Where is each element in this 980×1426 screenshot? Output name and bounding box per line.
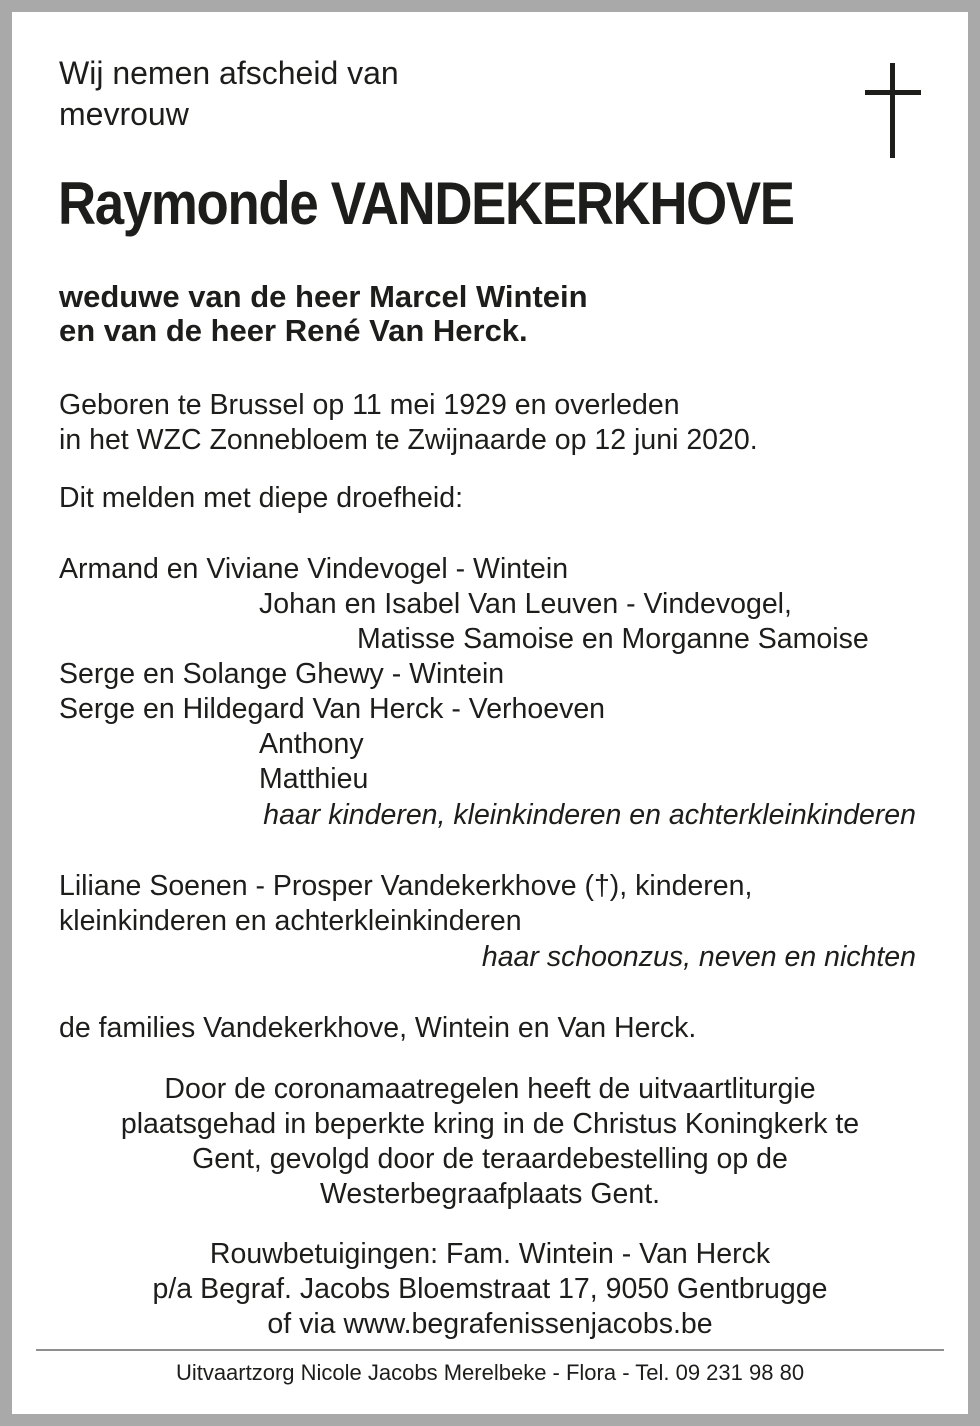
footer-text: Uitvaartzorg Nicole Jacobs Merelbeke - Flora - Tel. 09 231 98 80 bbox=[175, 1360, 805, 1385]
condolences-line-3: of via www.begrafenissenjacobs.be bbox=[267, 1308, 713, 1340]
widow-of bbox=[59, 280, 588, 348]
family-line-5: Serge en Hildegard Van Herck - Verhoeven bbox=[59, 693, 606, 725]
death-line: in het WZC Zonnebloem te Zwijnaarde op 12 juni 2020. bbox=[59, 424, 758, 456]
birth-line: Geboren te Brussel op 11 mei 1929 en overleden bbox=[59, 389, 680, 421]
ceremony-line-4: Westerbegraafplaats Gent. bbox=[319, 1178, 661, 1210]
intro-line-1: Wij nemen afscheid van bbox=[59, 55, 399, 91]
intro-line-2: mevrouw bbox=[59, 96, 189, 132]
cross-icon bbox=[865, 63, 921, 158]
condolences-text bbox=[12, 1237, 968, 1342]
family-line-3: Matisse Samoise en Morganne Samoise bbox=[357, 623, 869, 655]
in-laws-line-2: kleinkinderen en achterkleinkinderen bbox=[59, 905, 522, 937]
in-laws-relation: haar schoonzus, neven en nichten bbox=[481, 941, 916, 973]
ceremony-line-1: Door de coronamaatregelen heeft de uitvaartliturgie bbox=[164, 1073, 816, 1105]
birth-death-text bbox=[59, 388, 758, 458]
family-line-4: Serge en Solange Ghewy - Wintein bbox=[59, 658, 505, 690]
deceased-name: Raymonde VANDEKERKHOVE bbox=[58, 170, 794, 237]
family-line-1: Armand en Viviane Vindevogel - Wintein bbox=[59, 553, 569, 585]
ceremony-line-2: plaatsgehad in beperkte kring in de Christus Koningkerk te bbox=[120, 1108, 860, 1140]
family-relation: haar kinderen, kleinkinderen en achterkleinkinderen bbox=[263, 799, 916, 831]
ceremony-line-3: Gent, gevolgd door de teraardebestelling op de bbox=[192, 1143, 788, 1175]
footer-divider bbox=[36, 1349, 944, 1351]
announcement-text: Dit melden met diepe droefheid: bbox=[59, 482, 463, 514]
in-laws-line-1: Liliane Soenen - Prosper Vandekerkhove (†), kinderen, bbox=[59, 870, 753, 902]
ceremony-text bbox=[12, 1072, 968, 1212]
family-line-6: Anthony bbox=[259, 728, 364, 760]
family-line-7: Matthieu bbox=[259, 763, 369, 795]
intro-text bbox=[59, 53, 399, 135]
families-line: de families Vandekerkhove, Wintein en Van Herck. bbox=[59, 1012, 697, 1044]
widow-line-1: weduwe van de heer Marcel Wintein bbox=[59, 279, 588, 314]
widow-line-2: en van de heer René Van Herck. bbox=[59, 313, 528, 348]
condolences-line-1: Rouwbetuigingen: Fam. Wintein - Van Herck bbox=[209, 1238, 771, 1270]
family-line-2: Johan en Isabel Van Leuven - Vindevogel, bbox=[259, 588, 792, 620]
condolences-line-2: p/a Begraf. Jacobs Bloemstraat 17, 9050 Gentbrugge bbox=[152, 1273, 828, 1305]
obituary-card bbox=[12, 12, 968, 1414]
